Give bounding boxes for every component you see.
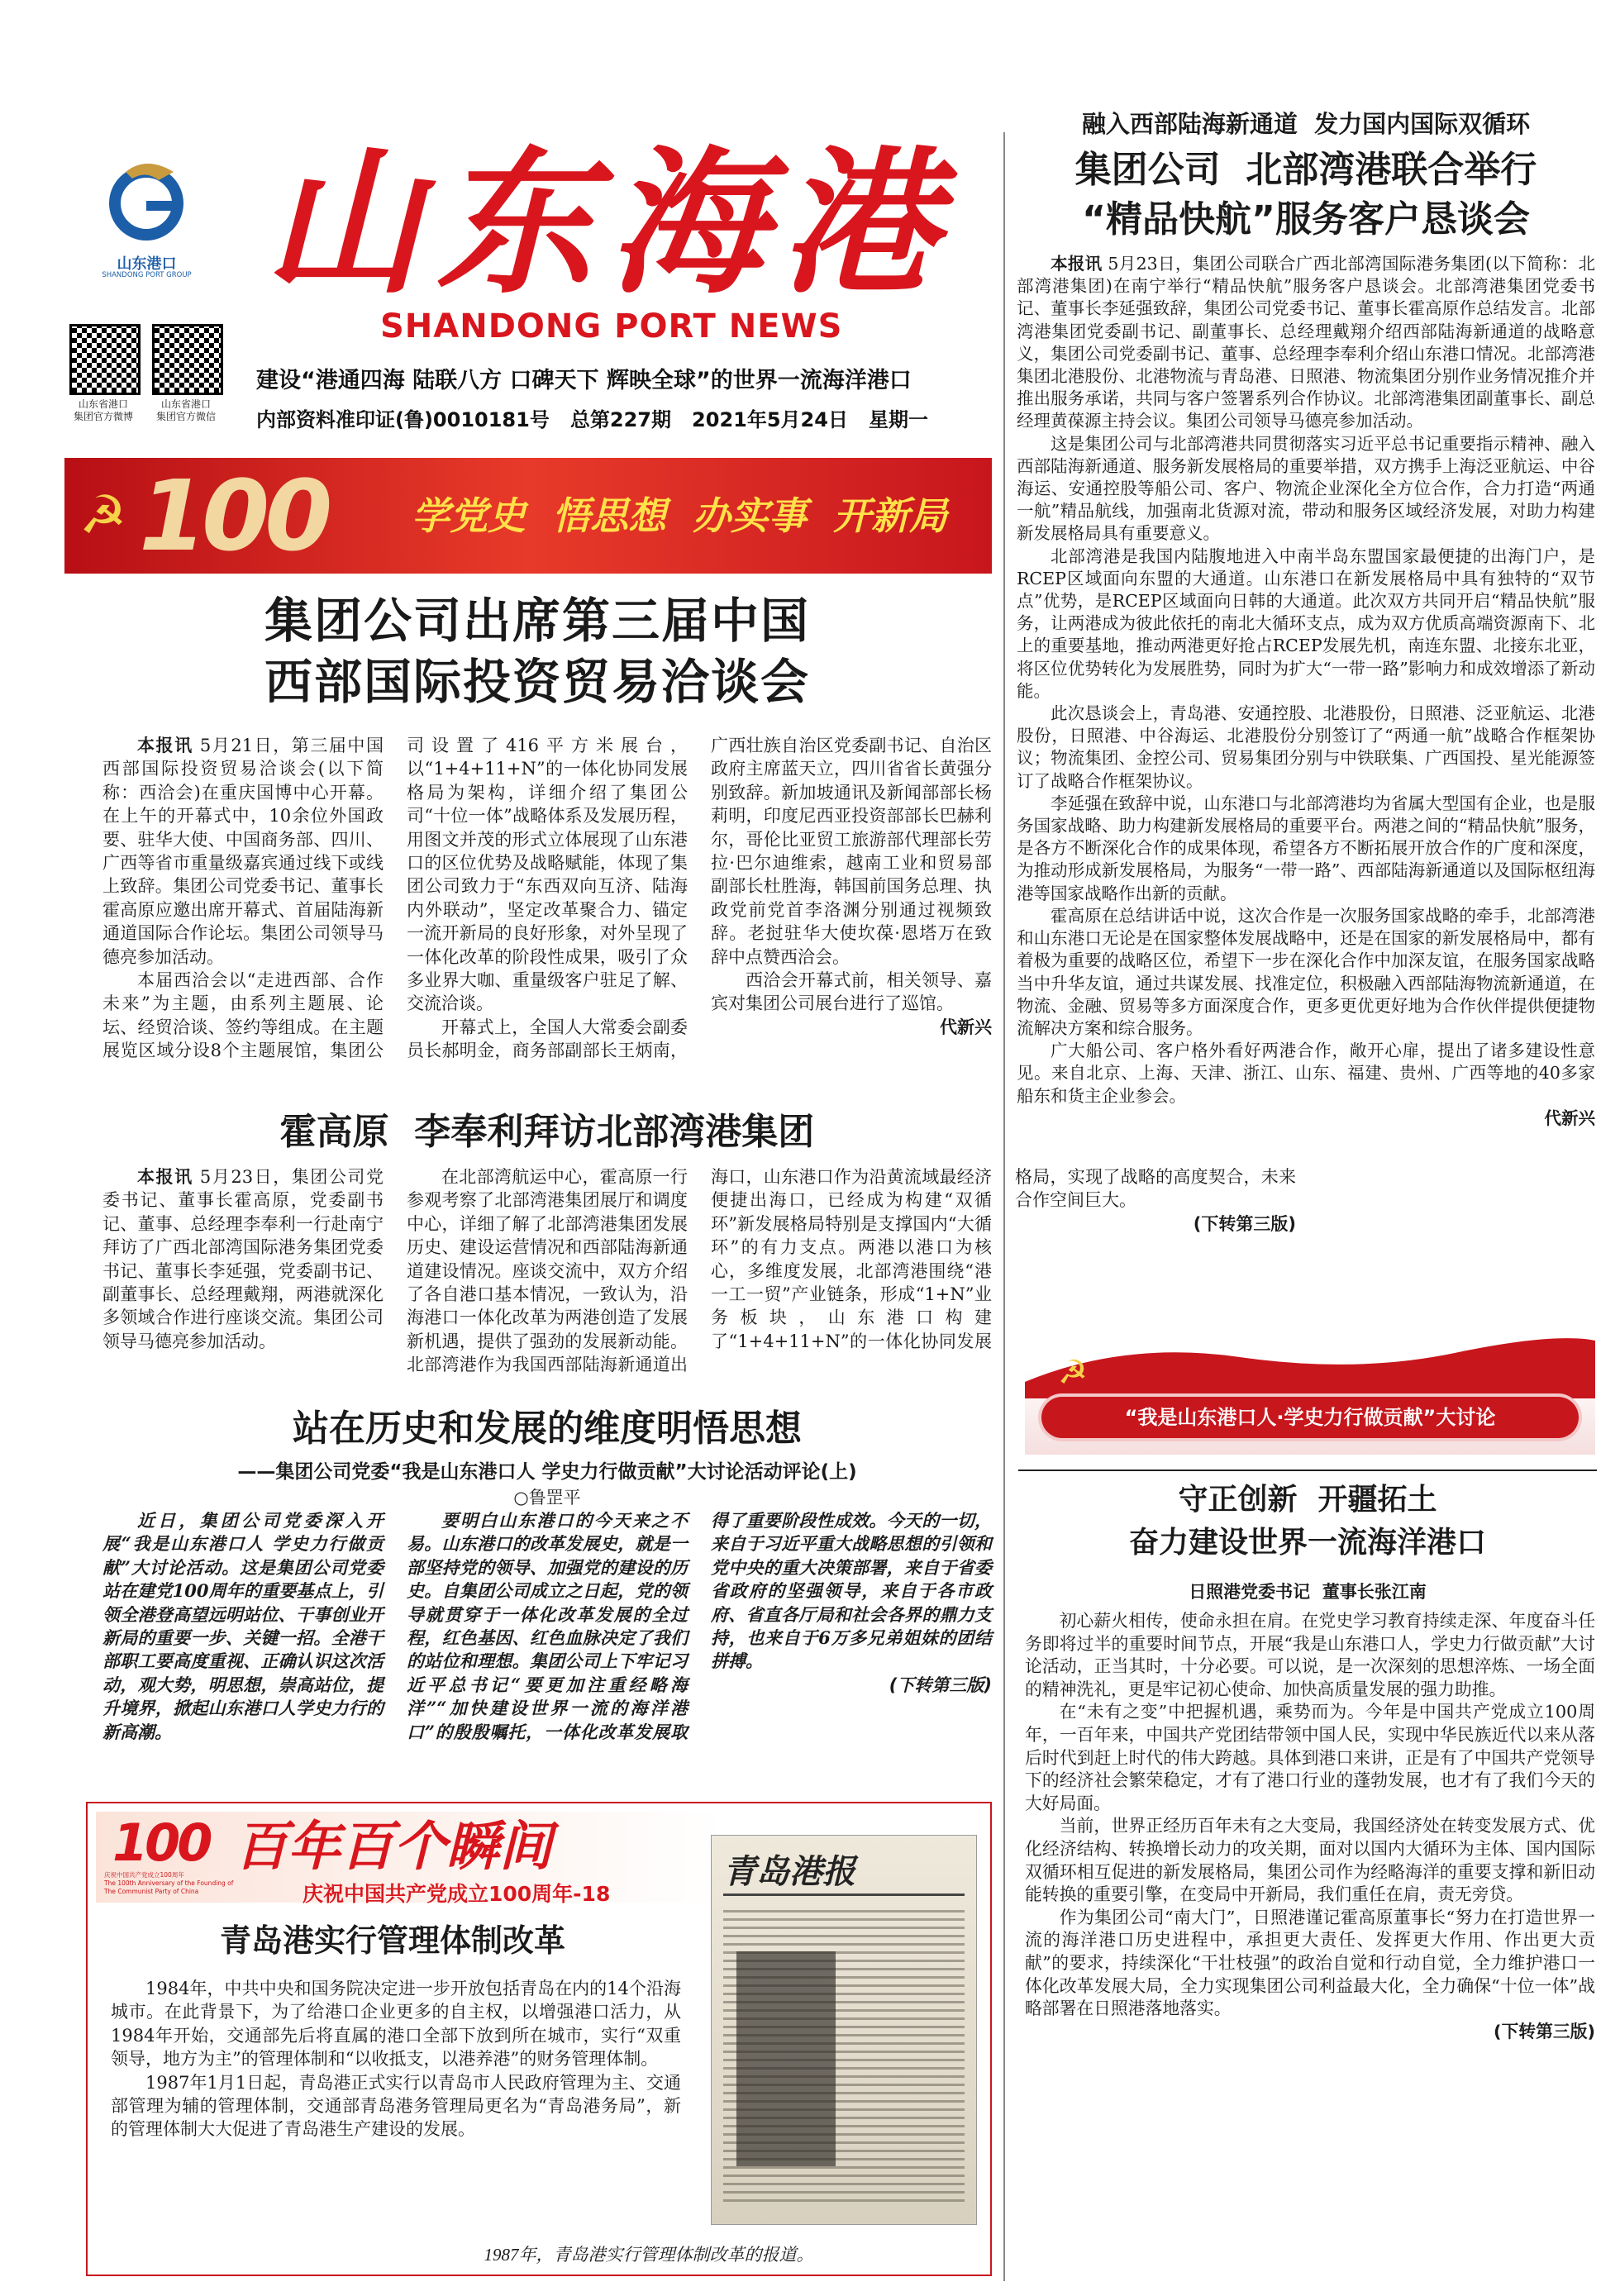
article-2-body	[102, 1165, 1296, 1397]
article-4-paragraph: 1987年1月1日起，青岛港正式实行以青岛市人民政府管理为主、交通部管理为辅的管理体制，交通部青岛港务管理局更名为“青岛港务局”，新的管理体制大大促进了青岛港生产建设的发展。	[111, 2072, 681, 2140]
article-3-paragraph: 要明白山东港口的今天来之不易。山东港口的改革发展史，就是一部坚持党的领导、加强党的建设的历史。自集团公司成立之日起，党的领导就贯穿于一体化改革发展的全过程，红色基因、红色血脉决定了我们的站位和理想。集团公司上下牢记习近平总书记“要更加注重经略海洋”“加快建设世界一流的海洋港口”的殷殷嘱托，一体化改革发展取得了重要阶段性成效。今天的一切，来自于习近平重大战略思想的引领和党中央的重大决策部署，来自于省委省政府的坚强领导，来自于各市政府、省直各厅局和社会各界的鼎力支持，也来自于6万多兄弟姐妹的团结拼搏。	[407, 1510, 992, 1742]
article-6-body	[1025, 1610, 1595, 2043]
article-1-byline: 本报讯	[137, 736, 193, 755]
article-6-paragraph: 作为集团公司“南大门”，日照港谨记霍高原董事长“努力在打造世界一流的海洋港口历史进程中，承担更大责任、发挥更大作用、作出更大贡献”的要求，持续深化“干壮枝强”的政治自觉和行动自觉，全力维护港口一体化改革发展大局，全力实现集团公司利益最大化，全力确保“十位一体”战略部署在日照港落地落实。	[1025, 1907, 1595, 2019]
article-6-title-line1: 守正创新 开疆拓土	[1178, 1483, 1437, 1517]
article-5-paragraph: 5月23日，集团公司联合广西北部湾国际港务集团(以下简称：北部湾港集团)在南宁举行“精品快航”服务客户恳谈会。北部湾港集团党委书记、董事长李延强致辞，集团公司党委书记、董事长霍高原作总结发言。北部湾港集团党委副书记、副董事长、总经理戴翔介绍西部陆海新通道的战略意义，集团公司党委副书记、董事、总经理李奉利介绍山东港口情况。北部湾港集团北港股份、北港物流与青岛港、日照港、物流集团分别作业务情况推介并推出服务承诺，共同与客户签署系列合作协议。北部湾港集团副董事长、副总经理黄葆源主持会议。集团公司领导马德亮参加活动。	[1017, 254, 1596, 431]
issue-info: 内部资料准印证(鲁)0010181号 总第227期 2021年5月24日 星期一	[256, 408, 929, 431]
article-1-author: 代新兴	[940, 1017, 992, 1037]
article-1-paragraph: 5月21日，第三届中国西部国际投资贸易洽谈会(以下简称：西洽会)在重庆国博中心开幕。在上午的开幕式中，10余位外国政要、驻华大使、中国商务部、四川、广西等省市重量级嘉宾通过线下或线上致辞。集团公司党委书记、董事长霍高原应邀出席开幕式、首届陆海新通道国际合作论坛。集团公司领导马德亮参加活动。	[102, 736, 384, 967]
article-6-continued: (下转第三版)	[1494, 2021, 1595, 2041]
article-2-continued: (下转第三版)	[1193, 1213, 1296, 1234]
article-1-title-line2: 西部国际投资贸易洽谈会	[264, 654, 810, 710]
wechat-qr-code[interactable]	[152, 324, 223, 395]
article-5-paragraph: 北部湾港是我国内陆腹地进入中南半岛东盟国家最便捷的出海门户，是RCEP区域面向东盟的大通道。山东港口在新发展格局中具有独特的“双节点”优势，是RCEP区域面向日韩的大通道。此次双方共同开启“精品快航”服务，让两港成为彼此依托的南北大循环支点，成为双方优质高端资源南下、北上的重要基地，推动两港更好抢占RCEP发展先机，南连东盟、北接东北亚，将区位优势转化为发展胜势，同时为扩大“一带一路”影响力和成效增添了新动能。	[1017, 545, 1595, 701]
discussion-banner-text: “我是山东港口人·学史力行做贡献”大讨论	[1041, 1397, 1579, 1438]
article-5-body	[1017, 253, 1595, 1130]
article-4-photo-caption: 1987年，青岛港实行管理体制改革的报道。	[484, 2245, 814, 2265]
hammer-sickle-icon: ☭	[79, 485, 127, 546]
photo-newspaper-masthead: 青岛港报	[723, 1852, 855, 1891]
masthead	[58, 131, 1000, 455]
party-banner	[64, 458, 992, 574]
article-3-body	[102, 1509, 992, 1774]
article-3-continued: (下转第三版)	[889, 1674, 992, 1695]
logo-caption: 山东港口	[117, 255, 177, 273]
article-6-paragraph: 当前，世界正经历百年未有之大变局，我国经济处在转变发展方式、优化经济结构、转换增长动力的攻关期，面对以国内大循环为主体、国内国际双循环相互促进的新发展格局，集团公司作为经略海洋的重要支撑和新旧动能转换的重要引擎，在变局中开新局，我们重任在肩，责无旁贷。	[1025, 1816, 1595, 1905]
article-6-author: 日照港党委书记 董事长张江南	[1189, 1582, 1427, 1602]
article-4-banner	[96, 1812, 724, 1906]
weibo-qr-code[interactable]	[69, 324, 141, 395]
article-1	[83, 590, 992, 712]
newspaper-title: 山东海港	[264, 131, 953, 315]
article-3-author: ○鲁罡平	[513, 1488, 581, 1508]
article-4-title: 青岛港实行管理体制改革	[219, 1922, 565, 1959]
discussion-banner	[1025, 1332, 1595, 1455]
article-4-banner-number: 100	[112, 1813, 210, 1873]
article-4-series: 庆祝中国共产党成立100周年-18	[303, 1882, 611, 1906]
article-5-paragraph: 广大船公司、客户格外看好两港合作，敞开心扉，提出了诸多建设性意见。来自北京、上海、天津、浙江、山东、福建、贵州、广西等地的40多家船东和货主企业参会。	[1017, 1041, 1595, 1106]
article-5-paragraph: 霍高原在总结讲话中说，这次合作是一次服务国家战略的牵手，北部湾港和山东港口无论是在国家整体发展战略中，还是在国家的新发展格局中，都有着极为重要的战略区位，希望下一步在深化合作中加深友谊，在服务国家战略当中升华友谊，通过共谋发展、找准定位，积极融入西部陆海物流新通道，在物流、金融、贸易等多方面深度合作，更多更优更好地为合作伙伴提供便捷物流解决方案和综合服务。	[1017, 905, 1595, 1038]
article-1-body	[102, 734, 992, 1081]
article-2-title: 霍高原 李奉利拜访北部湾港集团	[279, 1111, 815, 1153]
article-5-byline: 本报讯	[1051, 254, 1103, 274]
article-5-kicker: 融入西部陆海新通道 发力国内国际双循环	[1081, 110, 1531, 138]
article-4-body	[111, 1977, 681, 2141]
banner-slogan: 学党史 悟思想 办实事 开新局	[412, 493, 948, 538]
article-6-paragraph: 在“未有之变”中把握机遇，乘势而为。今年是中国共产党成立100周年，一百年来，中国共产党团结带领中国人民，实现中华民族近代以来从落后时代到赶上时代的伟大跨越。具体到港口来讲，正是有了中国共产党领导下的经济社会繁荣稳定，才有了港口行业的蓬勃发展，也才有了我们今天的大好局面。	[1025, 1702, 1595, 1813]
photo-headline-block	[736, 1951, 836, 2166]
port-logo-icon	[101, 155, 192, 246]
article-1-paragraph: 本届西洽会以“走进西部、合作未来”为主题，由系列主题展、论坛、经贸洽谈、签约等组成。在主题展览区域分设8个主题展馆，集团公司设置了416平方米展台，以“1+4+11+N”的一体化协同发展格局为架构，详细介绍了集团公司“十位一体”战略体系及发展历程，用图文并茂的形式立体展现了山东港口的区位优势及战略赋能，体现了集团公司致力于“东西双向互济、陆海内外联动”，坚定改革聚合力、锚定一流开新局的良好形象，对外呈现了一体化改革的阶段性成果，吸引了众多业界大咖、重量级客户驻足了解、交流洽谈。	[102, 736, 688, 1061]
article-4-banner-small: 庆祝中国共产党成立100周年 The 100th Anniversary of the Founding of The Communist Party of China	[104, 1871, 234, 1895]
article-2-paragraph: 5月23日，集团公司党委书记、董事长霍高原，党委副书记、董事、总经理李奉利一行赴南宁拜访了广西北部湾国际港务集团党委书记、董事长李延强，党委副书记、副董事长、总经理戴翔，两港就深化多领域合作进行座谈交流。集团公司领导马德亮参加活动。	[102, 1167, 384, 1351]
qr1-label: 山东省港口 集团官方微博	[73, 398, 133, 422]
article-3-title: 站在历史和发展的维度明悟思想	[293, 1408, 802, 1450]
article-5-title-line1: 集团公司 北部湾港联合举行	[1074, 149, 1537, 191]
article-5-paragraph: 此次恳谈会上，青岛港、安通控股、北港股份，日照港、泛亚航运、北港股份，日照港、中谷海运、北港股份分别签订了“两通一航”战略合作框架协议；物流集团、金控公司、贸易集团分别与中铁联集、广西国投、星光能源签订了战略合作框架协议。	[1017, 703, 1595, 791]
newspaper-title-en: SHANDONG PORT NEWS	[380, 307, 843, 345]
article-2-paragraph: 在北部湾航运中心，霍高原一行参观考察了北部湾港集团展厅和调度中心，详细了解了北部湾港集团发展历史、建设运营情况和西部陆海新通道建设情况。座谈交流中，双方介绍了各自港口基本情况，一致认为，沿海港口一体化改革为两港创造了发展新机遇，提供了强劲的发展新动能。北部湾港作为我国西部陆海新通道出海口，山东港口作为沿黄流域最经济便捷出海口，已经成为构建“双循环”新发展格局特别是支撑国内“大循环”的有力支点。两港以港口为核心，多维度发展，北部湾港围绕“港一工一贸”产业链条，形成“1+N”业务板块，山东港口构建了“1+4+11+N”的一体化协同发展格局，实现了战略的高度契合，未来合作空间巨大。	[407, 1167, 1296, 1375]
qr2-label: 山东省港口 集团官方微信	[155, 398, 216, 422]
logo-caption-en: SHANDONG PORT GROUP	[102, 271, 192, 279]
article-2-byline: 本报讯	[137, 1167, 193, 1187]
article-5-paragraph: 李延强在致辞中说，山东港口与北部湾港均为省属大型国有企业，也是服务国家战略、助力构建新发展格局的重要平台。两港之间的“精品快航”服务，是各方不断深化合作的成果体现，希望各方不断拓展开放合作的广度和深度，为推动形成新发展格局，为服务“一带一路”、西部陆海新通道以及国际枢纽海港等国家战略作出新的贡献。	[1017, 793, 1595, 903]
article-6-paragraph: 初心薪火相传，使命永担在肩。在党史学习教育持续走深、年度奋斗任务即将过半的重要时间节点，开展“我是山东港口人，学史力行做贡献”大讨论活动，正当其时，十分必要。可以说，是一次深刻的思想淬炼、一场全面的精神洗礼，更是牢记初心使命、加快高质量发展的强力助推。	[1025, 1611, 1595, 1699]
article-5-paragraph: 这是集团公司与北部湾港共同贯彻落实习近平总书记重要指示精神、融入西部陆海新通道、服务新发展格局的重要举措，双方携手上海泛亚航运、中谷海运、安通控股等船公司、客户、物流企业深化全方位合作，合力打造“两通一航”精品航线，加强南北货源对流，带动和服务区域经济发展，对助力构建新发展格局具有重要意义。	[1017, 433, 1595, 544]
article-3-subtitle: ——集团公司党委“我是山东港口人 学史力行做贡献”大讨论活动评论(上)	[237, 1461, 857, 1483]
article-4-photo	[711, 1835, 977, 2225]
svg-text:☭: ☭	[1058, 1354, 1088, 1392]
article-6-title-line2: 奋力建设世界一流海洋港口	[1128, 1526, 1486, 1560]
article-5-author: 代新兴	[1544, 1108, 1595, 1128]
banner-number: 100	[139, 459, 328, 573]
port-logo	[101, 155, 192, 246]
article-5-title-line2: “精品快航”服务客户恳谈会	[1082, 198, 1530, 241]
flag-wave-icon	[1025, 1332, 1595, 1398]
article-1-title-line1: 集团公司出席第三届中国	[264, 593, 810, 649]
article-1-paragraph: 开幕式上，全国人大常委会副委员长郝明金，商务部副部长王炳南，广西壮族自治区党委副书记、自治区政府主席蓝天立，四川省省长黄强分别致辞。新加坡通讯及新闻部部长杨莉明，印度尼西亚投资部部长巴赫利尔，哥伦比亚贸工旅游部代理部长劳拉·巴尔迪维索，越南工业和贸易部副部长杜胜海，韩国前国务总理、执政党前党首李洛渊分别通过视频致辞。老挝驻华大使坎葆·恩塔万在致辞中点赞西洽会。	[407, 736, 992, 1061]
article-4-paragraph: 1984年，中共中央和国务院决定进一步开放包括青岛在内的14个沿海城市。在此背景下，为了给港口企业更多的自主权，以增强港口活力，从1984年开始，交通部先后将直属的港口全部下放到所在城市，实行“双重领导，地方为主”的管理体制和“以收抵支，以港养港”的财务管理体制。	[111, 1979, 681, 2070]
slogan: 建设“港通四海 陆联八方 口碑天下 辉映全球”的世界一流海洋港口	[256, 368, 912, 393]
article-3-paragraph: 近日，集团公司党委深入开展“我是山东港口人 学史力行做贡献”大讨论活动。这是集团公司党委站在建党100周年的重要基点上，引领全港登高望远明站位、干事创业开新局的重要一步、关键一招。全港干部职工要高度重视、正确认识这次活动，观大势，明思想，崇高站位，提升境界，掀起山东港口人学史力行的新高潮。	[102, 1510, 384, 1742]
article-4-banner-title: 百年百个瞬间	[235, 1816, 552, 1878]
article-1-paragraph: 西洽会开幕式前，相关领导、嘉宾对集团公司展台进行了巡馆。	[711, 970, 992, 1014]
article-6-frame	[1018, 1470, 1597, 1471]
column-divider	[1003, 132, 1005, 2281]
